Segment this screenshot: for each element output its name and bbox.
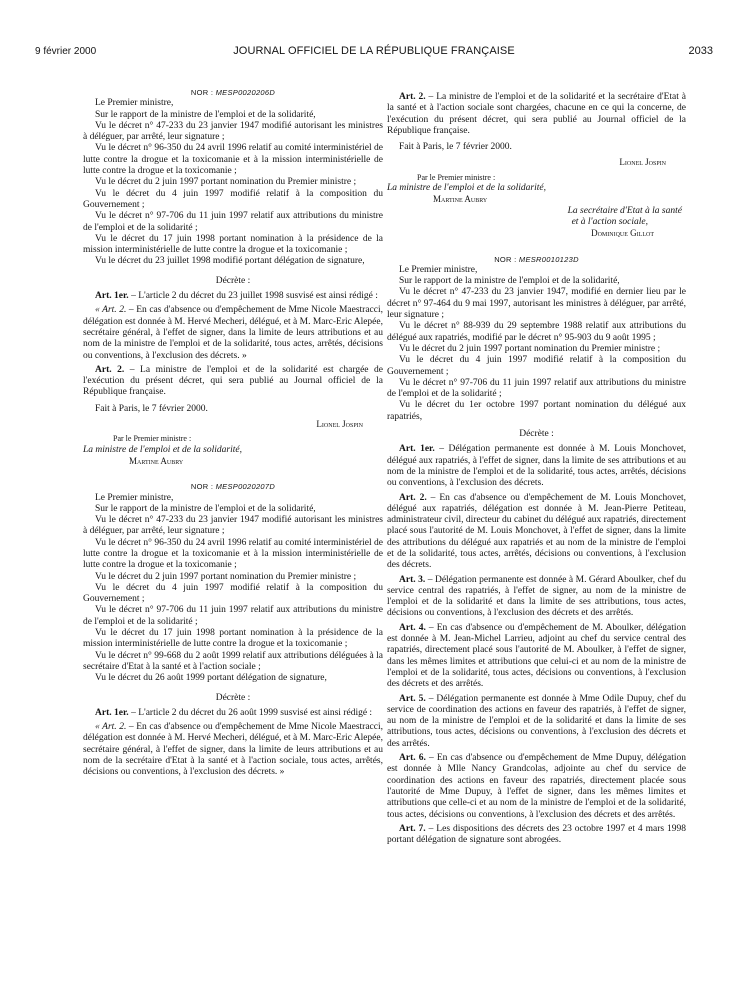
paragraph: Vu le décret du 4 juin 1997 modifié relatif à la composition du Gouvernement ; bbox=[83, 582, 383, 605]
decrete-heading: Décrète : bbox=[519, 429, 554, 440]
signature-name: Lionel Jospin bbox=[619, 157, 666, 168]
signature-date: Fait à Paris, le 7 février 2000. bbox=[399, 142, 512, 153]
nor-reference: NOR : MESR0010123D bbox=[494, 254, 579, 264]
article-quote: « Art. 2. – En cas d'absence ou d'empêchement de Mme Nicole Maestracci, délégation est donnée à M. Hervé Mecheri, délégué, et à M. Marc-Eric Alepée, secrétaire général, à l'effet de signer, dans la limite de leurs attributions et au nom de la secrétaire d'Etat à la santé et à l'action sociale, tous actes, arrêtés, décisions ou conventions, à l'exclusion des décrets. » bbox=[83, 722, 383, 778]
article: Art. 1er. – L'article 2 du décret du 26 août 1999 susvisé est ainsi rédigé : bbox=[95, 707, 373, 718]
paragraph: Vu le décret n° 47-233 du 23 janvier 1947 modifié autorisant les ministres à déléguer, par arrêté, leur signature ; bbox=[83, 120, 383, 143]
header-page-number: 2033 bbox=[688, 45, 713, 57]
paragraph: Vu le décret du 26 août 1999 portant délégation de signature, bbox=[95, 673, 327, 684]
nor-reference: NOR : MESP0020206D bbox=[190, 88, 276, 97]
paragraph: Vu le décret n° 47-233 du 23 janvier 1947, modifié en dernier lieu par le décret n° 97-464 du 9 mai 1997, autorisant les ministres à déléguer, par arrêté, leur signature ; bbox=[387, 287, 686, 321]
article: Art. 1er. – Délégation permanente est donnée à M. Louis Monchovet, délégué aux rapatriés, à l'effet de signer, dans la limite de ses attributions et au nom de la ministre de l'emploi et de la solidarité, tous actes, arrêtés, décisions ou conventions, à l'exclusion des décrets. bbox=[387, 444, 687, 489]
paragraph: Vu le décret du 2 juin 1997 portant nomination du Premier ministre ; bbox=[95, 571, 357, 582]
header-date: 9 février 2000 bbox=[35, 46, 97, 57]
article: Art. 1er. – L'article 2 du décret du 23 juillet 1998 susvisé est ainsi rédigé : bbox=[95, 291, 378, 302]
article: Art. 4. – En cas d'absence ou d'empêchement de M. Aboulker, délégation est donnée à M. Jean-Michel Larrieu, adjoint au chef du service central des rapatriés, directement placé sous l'autorité de M. Aboulker, à l'effet de signer, dans les mêmes limites et attributions que celui-ci et au nom de la ministre de l'emploi et de la solidarité, tous actes, décisions ou conventions, à l'exclusion des décrets et des arrêtés. bbox=[387, 622, 686, 690]
signature-role: La ministre de l'emploi et de la solidarité, bbox=[387, 183, 546, 194]
paragraph: Le Premier ministre, bbox=[95, 492, 174, 503]
paragraph: Vu le décret du 23 juillet 1998 modifié portant délégation de signature, bbox=[95, 256, 365, 267]
decrete-heading: Décrète : bbox=[215, 692, 251, 703]
signature-name: Lionel Jospin bbox=[316, 419, 363, 430]
page-header bbox=[35, 44, 713, 60]
article: Art. 3. – Délégation permanente est donnée à M. Gérard Aboulker, chef du service central des rapatriés, à l'effet de signer, au nom de la ministre de l'emploi et de la solidarité et dans la limite de ses attributions, tous actes, décisions ou conventions, à l'exclusion des décrets et des arrêtés. bbox=[387, 574, 686, 619]
paragraph: Vu le décret du 2 juin 1997 portant nomination du Premier ministre ; bbox=[95, 177, 357, 188]
paragraph: Vu le décret du 17 juin 1998 portant nomination à la présidence de la mission interministérielle de lutte contre la drogue et la toxicomanie ; bbox=[83, 233, 383, 256]
article: Art. 2. – La ministre de l'emploi et de la solidarité et la secrétaire d'Etat à la santé et à l'action sociale sont chargées, chacune en ce qui la concerne, de l'exécution du présent décret, qui sera publié au Journal officiel de la République française. bbox=[387, 92, 686, 136]
paragraph: Vu le décret du 17 juin 1998 portant nomination à la présidence de la mission interministérielle de lutte contre la drogue et la toxicomanie ; bbox=[83, 628, 383, 650]
paragraph: Vu le décret n° 97-706 du 11 juin 1997 relatif aux attributions du ministre de l'emploi et de la solidarité ; bbox=[387, 377, 686, 400]
paragraph: Sur le rapport de la ministre de l'emploi et de la solidarité, bbox=[95, 109, 316, 120]
paragraph: Vu le décret n° 97-706 du 11 juin 1997 relatif aux attributions du ministre de l'emploi et de la solidarité ; bbox=[83, 211, 383, 233]
article: Art. 5. – Délégation permanente est donnée à Mme Odile Dupuy, chef du service de coordination des actions en faveur des rapatriés, à l'effet de signer, au nom de la ministre de l'emploi et de la solidarité et dans la limite de ses attributions, tous actes, décisions ou conventions, à l'exclusion des décrets et des arrêtés. bbox=[387, 693, 686, 749]
signature-name: Martine Aubry bbox=[129, 455, 184, 466]
signature-role: et à l'action sociale, bbox=[571, 216, 648, 227]
decrete-heading: Décrète : bbox=[215, 275, 251, 286]
nor-reference: NOR : MESP0020207D bbox=[190, 482, 276, 492]
paragraph: Vu le décret n° 99-668 du 2 août 1999 relatif aux attributions déléguées à la secrétaire d'Etat à la santé et à l'action sociale ; bbox=[83, 650, 383, 672]
left-column bbox=[83, 87, 383, 779]
signature-role: La secrétaire d'Etat à la santé bbox=[567, 205, 682, 216]
paragraph: Vu le décret du 4 juin 1997 modifié relatif à la composition du Gouvernement ; bbox=[83, 188, 383, 210]
signature-date: Fait à Paris, le 7 février 2000. bbox=[95, 403, 208, 414]
paragraph: Le Premier ministre, bbox=[95, 98, 174, 109]
paragraph: Vu le décret du 4 juin 1997 modifié relatif à la composition du Gouvernement ; bbox=[387, 355, 686, 377]
paragraph: Vu le décret du 1er octobre 1997 portant nomination du délégué aux rapatriés, bbox=[387, 400, 686, 422]
signature-name: Martine Aubry bbox=[433, 194, 488, 205]
article: Art. 2. – La ministre de l'emploi et de la solidarité est chargée de l'exécution du présent décret, qui sera publié au Journal officiel de la République française. bbox=[83, 364, 383, 398]
signature-role: La ministre de l'emploi et de la solidarité, bbox=[83, 444, 242, 455]
signature-mention: Par le Premier ministre : bbox=[113, 434, 192, 444]
signature-name: Dominique Gillot bbox=[591, 228, 654, 239]
article-quote: « Art. 2. – En cas d'absence ou d'empêchement de Mme Nicole Maestracci, délégation est donnée à M. Hervé Mecheri, délégué, et à M. Marc-Eric Alepée, secrétaire général, à l'effet de signer, dans la limite de leurs attributions et au nom de la ministre de l'emploi et de la solidarité, tous actes, arrêtés, décisions ou conventions, à l'exclusion des décrets. » bbox=[83, 305, 383, 361]
paragraph: Vu le décret n° 97-706 du 11 juin 1997 relatif aux attributions du ministre de l'emploi et de la solidarité ; bbox=[83, 605, 383, 627]
paragraph: Le Premier ministre, bbox=[399, 264, 478, 275]
paragraph: Vu le décret n° 47-233 du 23 janvier 1947 modifié autorisant les ministres à déléguer, par arrêté, leur signature ; bbox=[83, 515, 383, 537]
article: Art. 6. – En cas d'absence ou d'empêchement de Mme Dupuy, délégation est donnée à Mlle Nancy Grandcolas, adjointe au chef du service de coordination des actions en faveur des rapatriés, directement placée sous l'autorité de Mme Dupuy, à l'effet de signer, dans les mêmes limites et attributions que celle-ci et au nom de la ministre de l'emploi et de la solidarité, tous actes, décisions ou conventions, à l'exclusion des décrets et des arrêtés. bbox=[387, 753, 686, 820]
paragraph: Sur le rapport de la ministre de l'emploi et de la solidarité, bbox=[95, 503, 316, 514]
article: Art. 2. – En cas d'absence ou d'empêchement de M. Louis Monchovet, délégué aux rapatriés, délégation est donnée à M. Jean-Pierre Petiteau, administrateur civil, directeur du cabinet du délégué aux rapatriés, directement placé sous l'autorité de M. Louis Monchovet, à l'effet de signer, dans la limite des attributions du délégué aux rapatriés et au nom de la ministre de l'emploi et de la solidarité, tous actes, arrêtés, décisions ou conventions, à l'exclusion des décrets. bbox=[387, 492, 686, 571]
paragraph: Sur le rapport de la ministre de l'emploi et de la solidarité, bbox=[399, 276, 620, 287]
paragraph: Vu le décret n° 88-939 du 29 septembre 1988 relatif aux attributions du délégué aux rapatriés, modifié par le décret n° 95-903 du 9 août 1995 ; bbox=[387, 321, 686, 343]
paragraph: Vu le décret n° 96-350 du 24 avril 1996 relatif au comité interministériel de lutte contre la drogue et la toxicomanie et à la mission interministérielle de lutte contre la drogue et la toxicomanie ; bbox=[83, 537, 383, 571]
signature-mention: Par le Premier ministre : bbox=[417, 172, 496, 182]
paragraph: Vu le décret n° 96-350 du 24 avril 1996 relatif au comité interministériel de lutte contre la drogue et la toxicomanie et à la mission interministérielle de lutte contre la drogue et la toxicomanie ; bbox=[83, 143, 383, 177]
right-column bbox=[387, 92, 686, 846]
paragraph: Vu le décret du 2 juin 1997 portant nomination du Premier ministre ; bbox=[399, 343, 661, 354]
article: Art. 7. – Les dispositions des décrets des 23 octobre 1997 et 4 mars 1998 portant délégation de signature sont abrogées. bbox=[387, 823, 686, 846]
header-journal-title: JOURNAL OFFICIEL DE LA RÉPUBLIQUE FRANÇAISE bbox=[233, 45, 515, 57]
